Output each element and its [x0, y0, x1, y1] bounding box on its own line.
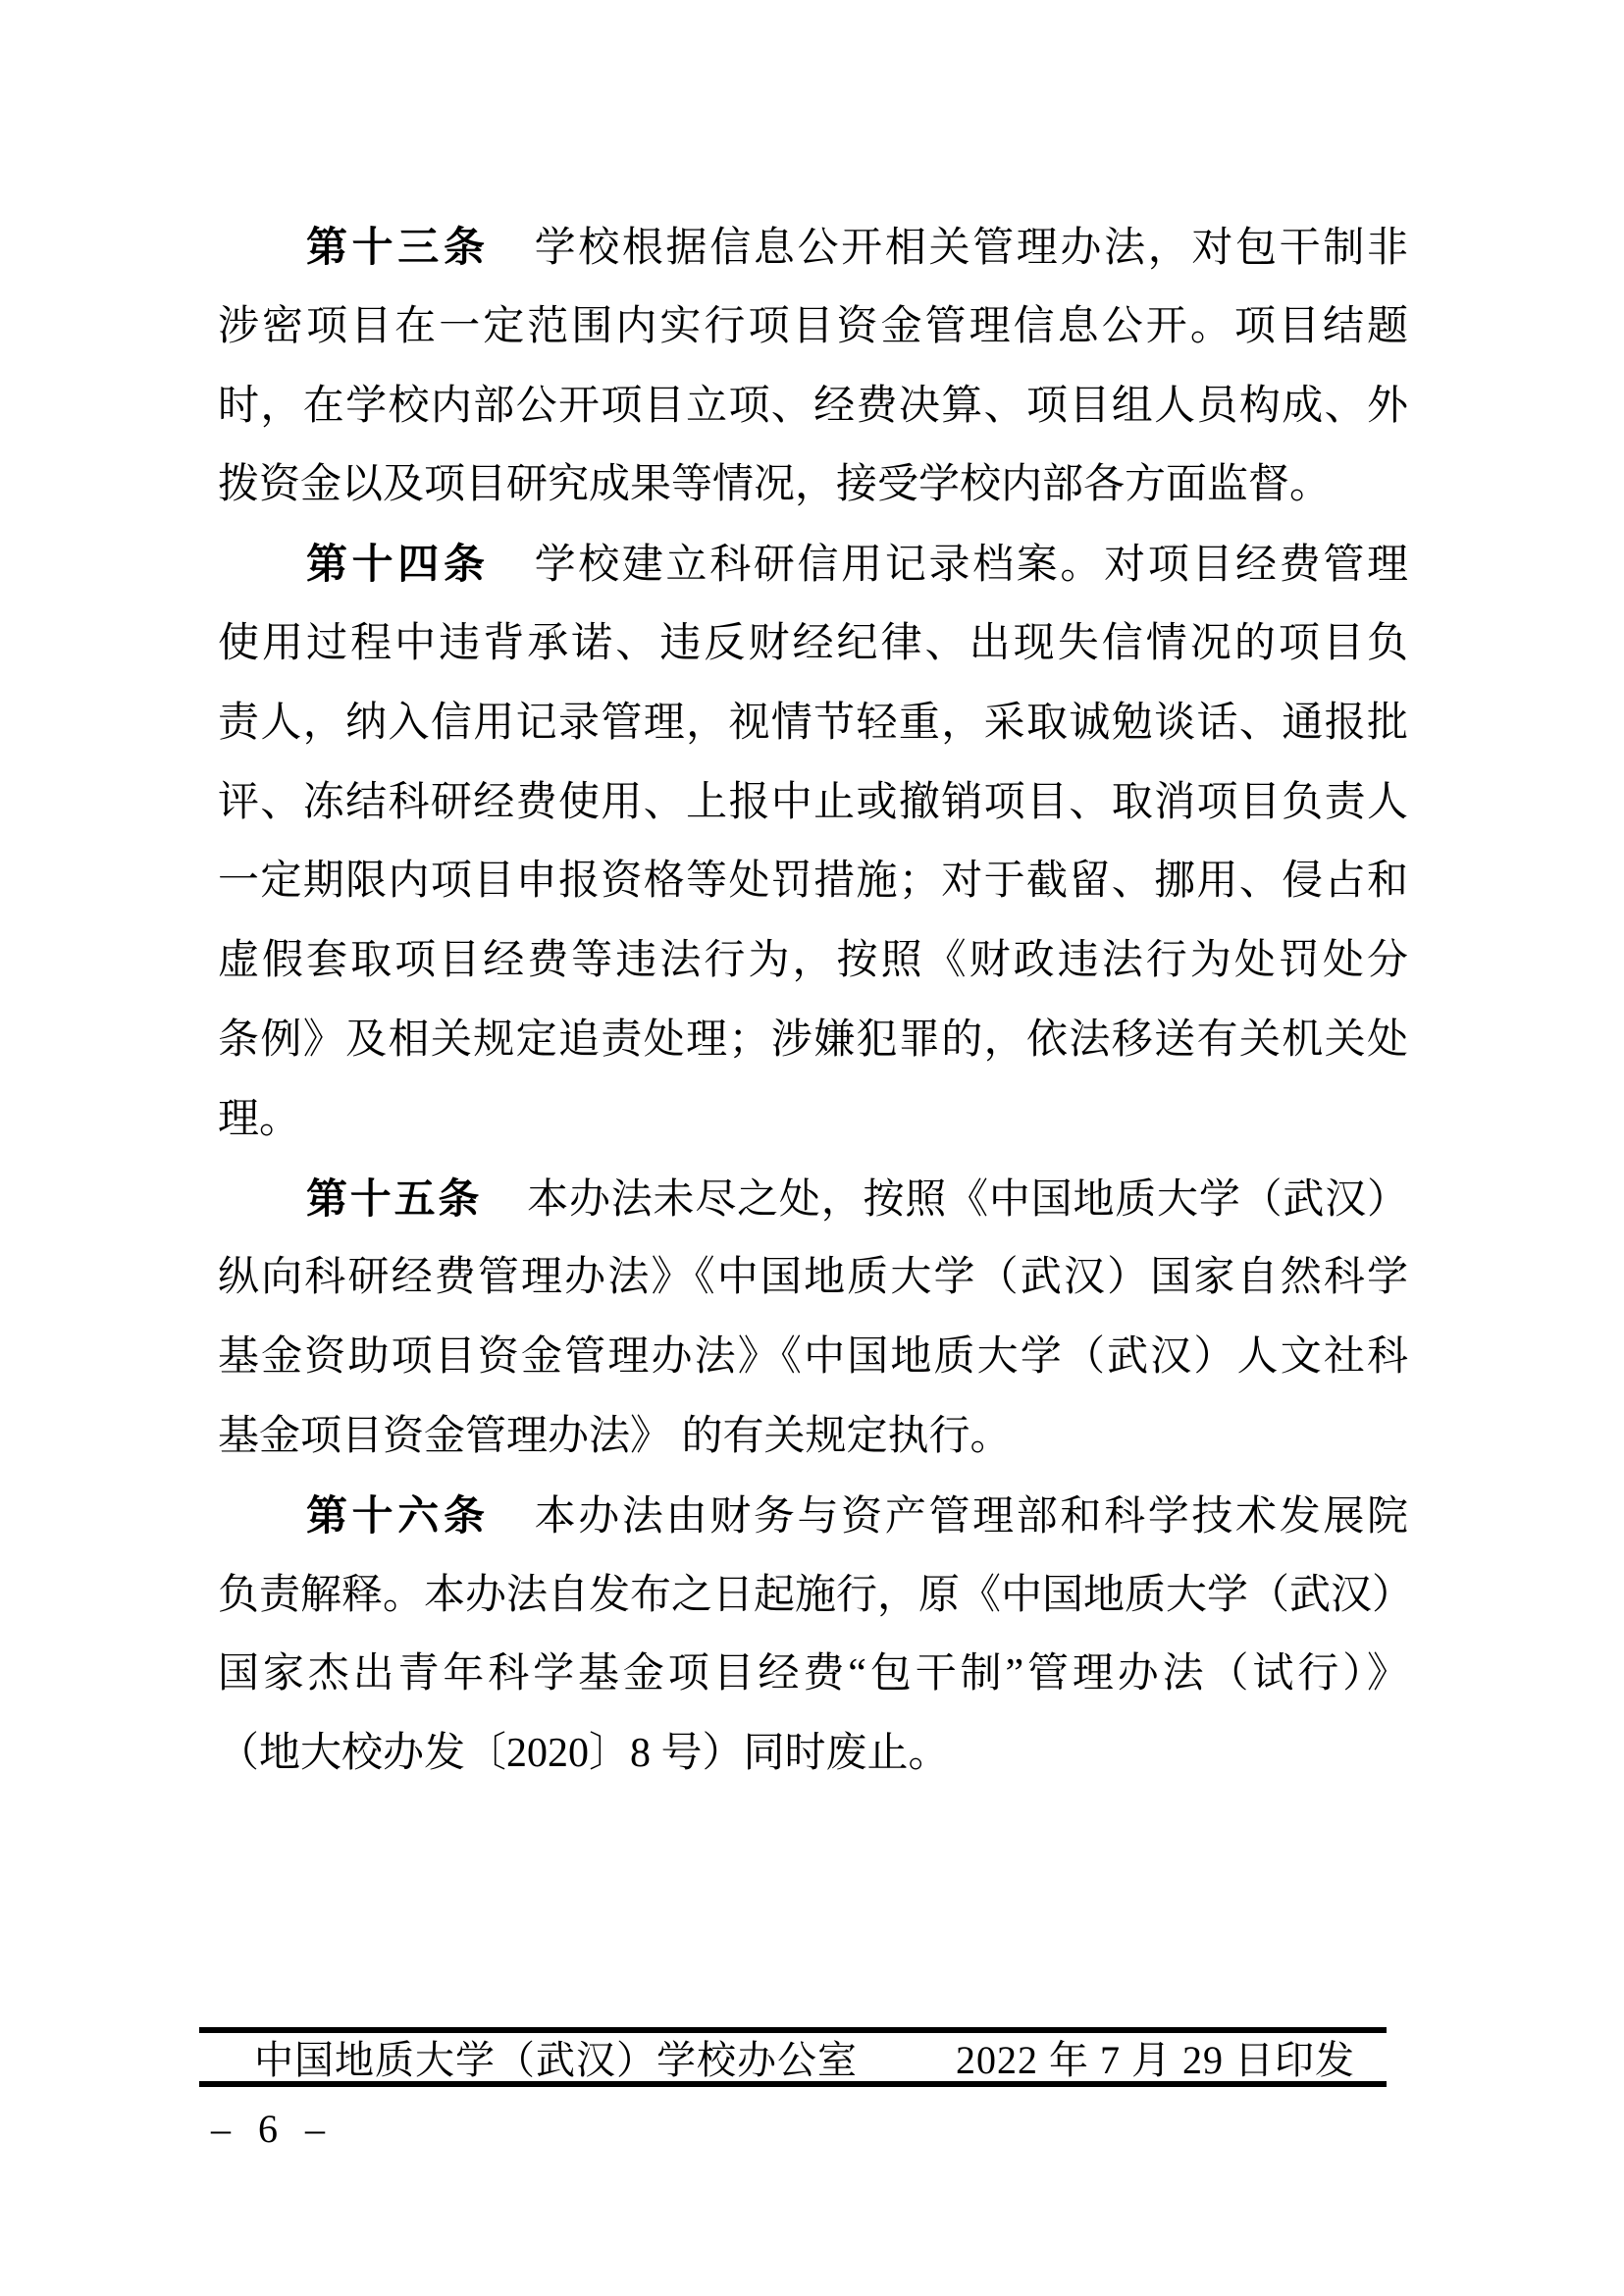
line-text: 学校根据信息公开相关管理办法，对包干制非: [534, 226, 1408, 271]
page-number: – 6 –: [211, 2107, 327, 2151]
text-line: [218, 1714, 1408, 1794]
line-text: 学校建立科研信用记录档案。对项目经费管理: [534, 543, 1408, 589]
line-text: 时，在学校内部公开项目立项、经费决算、项目组人员构成、外: [218, 383, 1408, 429]
line-text: 负责解释。本办法自发布之日起施行，原《中国地质大学（武汉）: [218, 1572, 1414, 1618]
line-text: 责人，纳入信用记录管理，视情节轻重，采取诚勉谈话、通报批: [218, 700, 1408, 746]
line-text: 拨资金以及项目研究成果等情况，接受学校内部各方面监督。: [218, 462, 1332, 508]
text-line: [218, 1397, 1408, 1477]
text-line: [218, 1556, 1414, 1636]
text-line: [218, 1318, 1408, 1397]
article-number: 第十四条: [306, 541, 490, 588]
text-line: [218, 842, 1408, 921]
line-text: （地大校办发〔2020〕8 号）同时废止。: [218, 1731, 950, 1777]
line-text: 涉密项目在一定范围内实行项目资金管理信息公开。项目结题: [218, 303, 1408, 349]
text-line: [218, 1635, 1408, 1714]
document-lines: [218, 208, 1414, 1794]
line-text: 条例》及相关规定追责处理；涉嫌犯罪的，依法移送有关机关处: [218, 1017, 1408, 1063]
text-line: [218, 287, 1408, 367]
footer-issuer: 中国地质大学（武汉）学校办公室: [254, 2038, 858, 2082]
footer-band: [199, 2027, 1387, 2087]
text-line: [218, 1001, 1408, 1080]
article-number: 第十三条: [306, 224, 490, 270]
text-line: [218, 367, 1408, 446]
article-number: 第十五条: [306, 1174, 483, 1222]
line-text: 一定期限内项目申报资格等处罚措施；对于截留、挪用、侵占和: [218, 859, 1408, 905]
text-line: [218, 1477, 1408, 1556]
footer-print-date: 2022 年 7 月 29 日印发: [956, 2038, 1355, 2082]
line-text: 评、冻结科研经费使用、上报中止或撤销项目、取消项目负责人: [218, 779, 1408, 825]
article-number: 第十六条: [306, 1491, 490, 1539]
text-line: [218, 604, 1408, 684]
line-text: 本办法未尽之处，按照《中国地质大学（武汉）: [527, 1176, 1408, 1223]
text-line: [218, 684, 1408, 763]
line-text: 基金资助项目资金管理办法》《中国地质大学（武汉）人文社科: [218, 1334, 1408, 1381]
text-line: [218, 921, 1408, 1001]
text-line: [218, 208, 1408, 287]
text-line: [218, 1160, 1408, 1239]
line-text: 本办法由财务与资产管理部和科学技术发展院: [534, 1493, 1408, 1539]
text-line: [218, 445, 1408, 525]
text-line: [218, 1080, 1408, 1160]
line-text: 理。: [218, 1096, 301, 1142]
text-line: [218, 1238, 1408, 1318]
text-line: [218, 525, 1408, 604]
line-text: 基金项目资金管理办法》 的有关规定执行。: [218, 1413, 1012, 1459]
text-line: [218, 763, 1408, 843]
line-text: 纵向科研经费管理办法》《中国地质大学（武汉）国家自然科学: [218, 1255, 1408, 1301]
line-text: 国家杰出青年科学基金项目经费“包干制”管理办法（试行）》: [218, 1651, 1408, 1697]
line-text: 使用过程中违背承诺、违反财经纪律、出现失信情况的项目负: [218, 620, 1408, 666]
line-text: 虚假套取项目经费等违法行为，按照《财政违法行为处罚处分: [218, 938, 1408, 984]
